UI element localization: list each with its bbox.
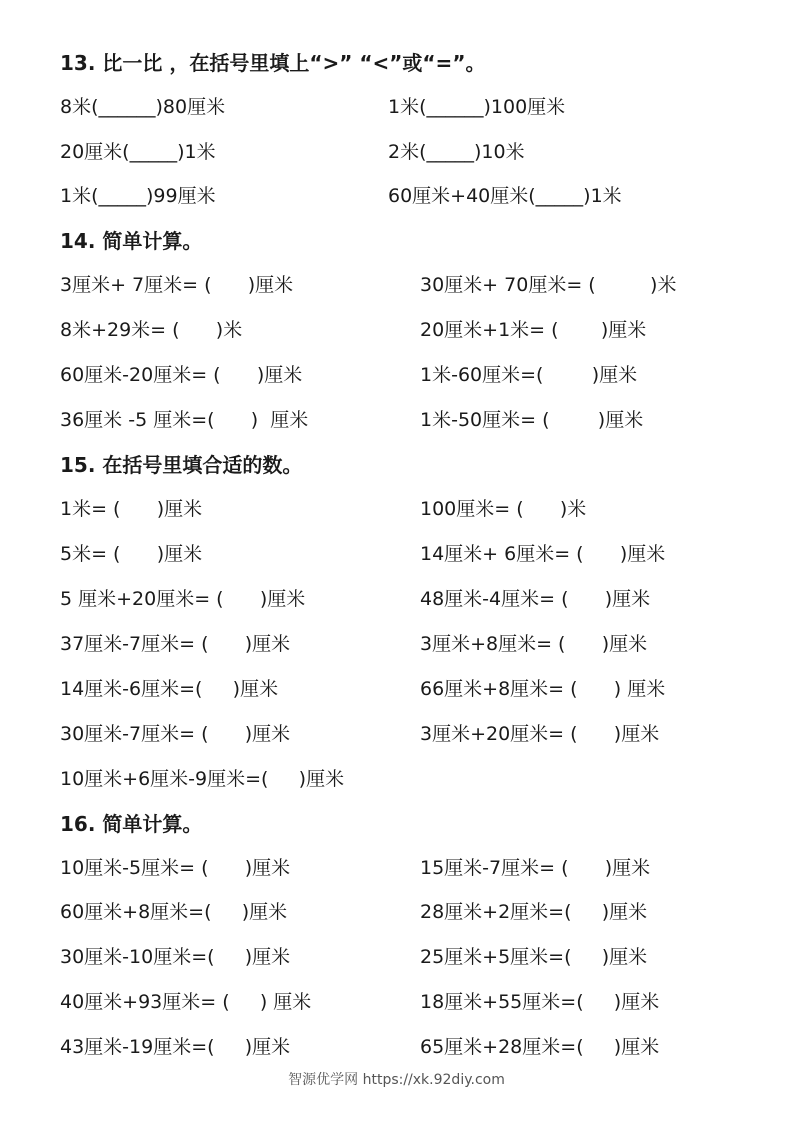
- q15-r1-left: 1米= ( )厘米: [60, 498, 203, 520]
- q14-r1-left: 3厘米+ 7厘米= ( )厘米: [60, 274, 294, 296]
- q14-heading: 14. 简单计算。: [60, 229, 203, 253]
- q15-r5-left: 14厘米-6厘米=( )厘米: [60, 678, 279, 700]
- q14-r2-right: 20厘米+1米= ( )厘米: [420, 319, 647, 341]
- q16-r2-right: 28厘米+2厘米=( )厘米: [420, 901, 648, 923]
- q15-r3-left: 5 厘米+20厘米= ( )厘米: [60, 588, 306, 610]
- q14-r4-left: 36厘米 -5 厘米=( ) 厘米: [60, 409, 309, 431]
- q13-r2-right: 2米(_____)10米: [388, 141, 525, 163]
- q16-r5-left: 43厘米-19厘米=( )厘米: [60, 1036, 291, 1058]
- q14-r4-right: 1米-50厘米= ( )厘米: [420, 409, 644, 431]
- q13-r1-left: 8米(______)80厘米: [60, 96, 226, 118]
- q14-r3-right: 1米-60厘米=( )厘米: [420, 364, 638, 386]
- q16-r3-right: 25厘米+5厘米=( )厘米: [420, 946, 648, 968]
- q15-r4-right: 3厘米+8厘米= ( )厘米: [420, 633, 648, 655]
- q15-r1-right: 100厘米= ( )米: [420, 498, 587, 520]
- q13-r3-right: 60厘米+40厘米(_____)1米: [388, 185, 622, 207]
- q15-r2-left: 5米= ( )厘米: [60, 543, 203, 565]
- q15-r7-left: 10厘米+6厘米-9厘米=( )厘米: [60, 768, 345, 790]
- q14-r3-left: 60厘米-20厘米= ( )厘米: [60, 364, 303, 386]
- q13-heading: 13. 比一比 ，在括号里填上“>” “<”或“=”。: [60, 51, 486, 75]
- q16-r1-right: 15厘米-7厘米= ( )厘米: [420, 857, 651, 879]
- q16-heading: 16. 简单计算。: [60, 812, 203, 836]
- q15-heading: 15. 在括号里填合适的数。: [60, 453, 303, 477]
- q16-r3-left: 30厘米-10厘米=( )厘米: [60, 946, 291, 968]
- footer-watermark: 智源优学网 https://xk.92diy.com: [288, 1072, 505, 1088]
- q13-r2-left: 20厘米(_____)1米: [60, 141, 216, 163]
- q15-r6-left: 30厘米-7厘米= ( )厘米: [60, 723, 291, 745]
- q16-r1-left: 10厘米-5厘米= ( )厘米: [60, 857, 291, 879]
- q16-r2-left: 60厘米+8厘米=( )厘米: [60, 901, 288, 923]
- q15-r2-right: 14厘米+ 6厘米= ( )厘米: [420, 543, 666, 565]
- q16-r5-right: 65厘米+28厘米=( )厘米: [420, 1036, 660, 1058]
- q15-r4-left: 37厘米-7厘米= ( )厘米: [60, 633, 291, 655]
- q14-r2-left: 8米+29米= ( )米: [60, 319, 243, 341]
- q14-r1-right: 30厘米+ 70厘米= ( )米: [420, 274, 677, 296]
- q15-r5-right: 66厘米+8厘米= ( ) 厘米: [420, 678, 666, 700]
- q13-r3-left: 1米(_____)99厘米: [60, 185, 216, 207]
- q16-r4-left: 40厘米+93厘米= ( ) 厘米: [60, 991, 312, 1013]
- q16-r4-right: 18厘米+55厘米=( )厘米: [420, 991, 660, 1013]
- q15-r3-right: 48厘米-4厘米= ( )厘米: [420, 588, 651, 610]
- q15-r6-right: 3厘米+20厘米= ( )厘米: [420, 723, 660, 745]
- q13-r1-right: 1米(______)100厘米: [388, 96, 566, 118]
